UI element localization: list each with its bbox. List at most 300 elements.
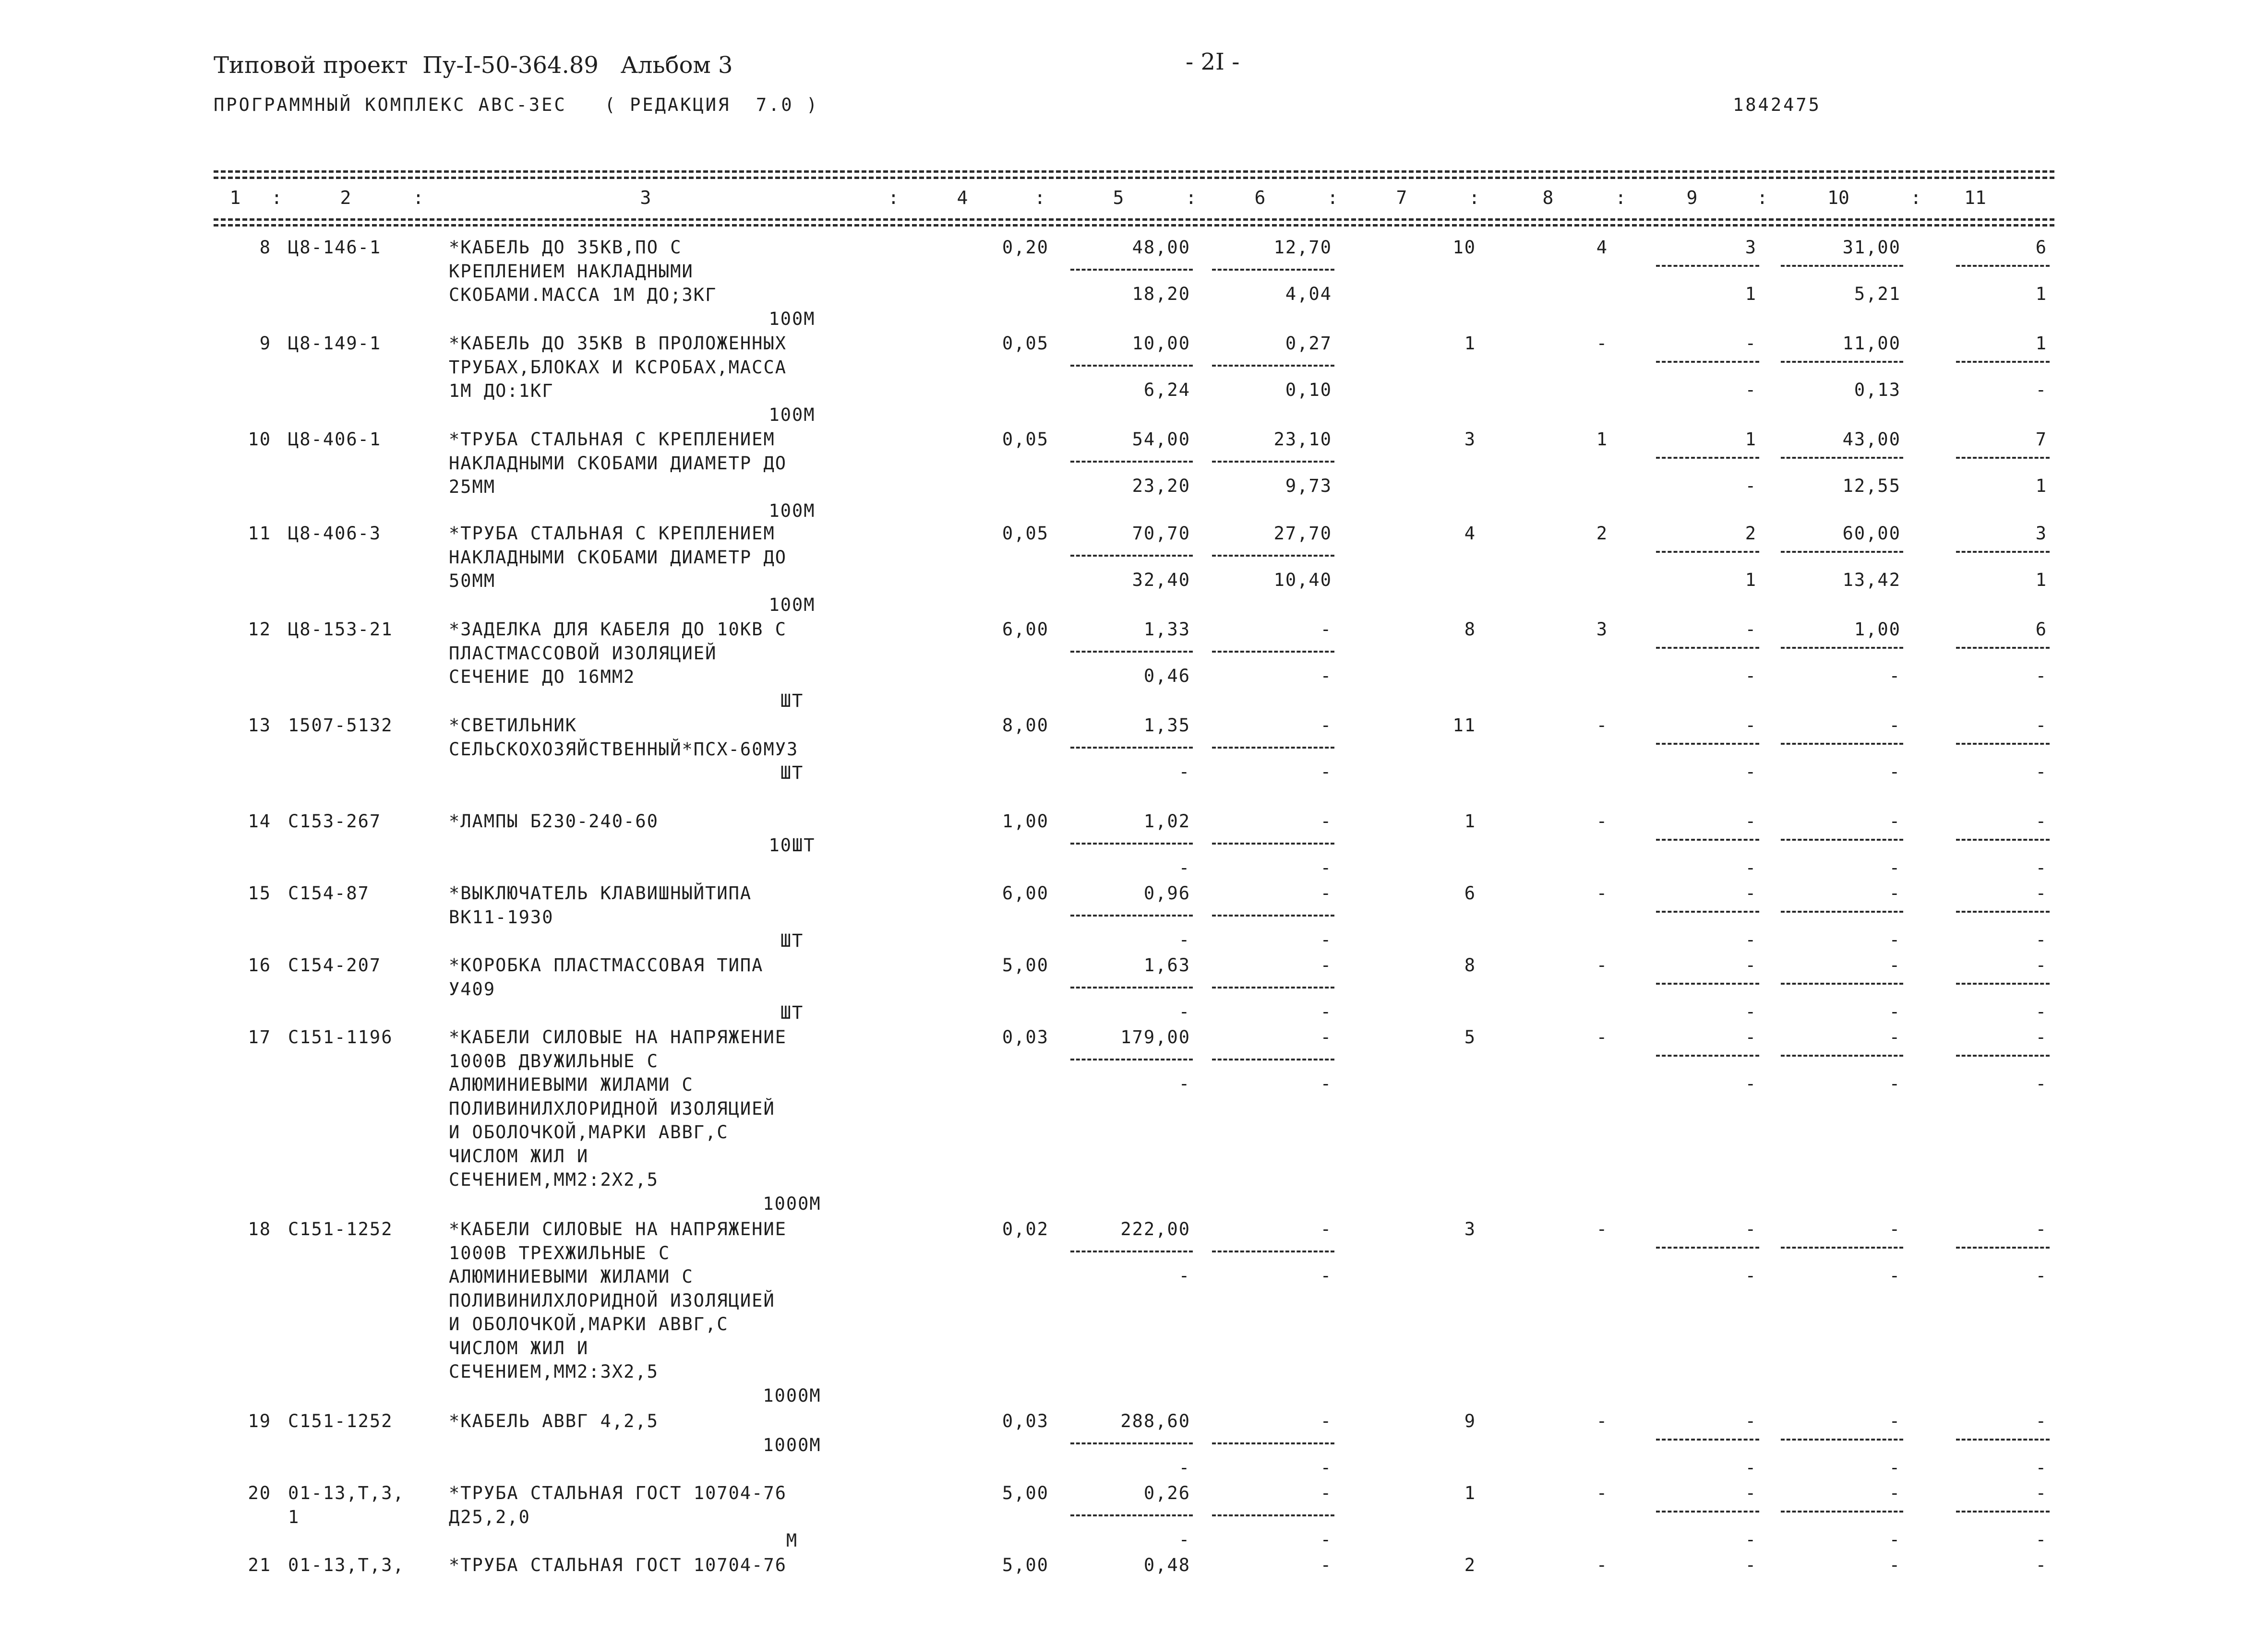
c6-value: - [1320, 715, 1332, 736]
c10-value: - [1889, 811, 1901, 832]
subtotal-divider [1656, 911, 1759, 913]
measure-unit: 100М [768, 594, 816, 615]
work-description: ПЛАСТМАССОВОЙ ИЗОЛЯЦИЕЙ [449, 643, 717, 664]
subtotal-divider [1956, 1511, 2050, 1513]
work-description: НАКЛАДНЫМИ СКОБАМИ ДИАМЕТР ДО [449, 547, 787, 568]
c6-subvalue: - [1320, 929, 1332, 950]
c10-subvalue: - [1889, 929, 1901, 950]
quantity: 0,05 [1002, 333, 1049, 354]
c10-value: 11,00 [1842, 333, 1901, 354]
work-description: *ЗАДЕЛКА ДЛЯ КАБЕЛЯ ДО 10КВ С [449, 619, 787, 640]
c10-value: - [1889, 1483, 1901, 1503]
c6-subvalue: - [1320, 1265, 1332, 1286]
c6-subvalue: - [1320, 1529, 1332, 1550]
c9-subvalue: - [1745, 1265, 1757, 1286]
c9-value: - [1745, 811, 1757, 832]
c9-subvalue: - [1745, 858, 1757, 878]
subtotal-divider [1070, 1251, 1193, 1252]
c11-value: 6 [2035, 237, 2047, 258]
resource-code: С154-87 [288, 883, 370, 904]
work-description: Д25,2,0 [449, 1506, 530, 1527]
subtotal-divider [1656, 1511, 1759, 1513]
c6-subvalue: - [1320, 1457, 1332, 1478]
resource-code: Ц8-153-21 [288, 619, 393, 640]
work-description: 1М ДО:1КГ [449, 381, 554, 401]
subtotal-divider [1070, 269, 1193, 271]
project-title: Типовой проект Пу-I-50-364.89 Альбом 3 [214, 52, 733, 79]
c11-value: - [2035, 1483, 2047, 1503]
c11-subvalue: 1 [2035, 570, 2047, 590]
subtotal-divider [1212, 747, 1334, 749]
c6-value: 0,27 [1285, 333, 1332, 354]
c11-value: - [2035, 1219, 2047, 1239]
c11-subvalue: - [2035, 1265, 2047, 1286]
subtotal-divider [1070, 987, 1193, 989]
col7-value: 4 [1464, 523, 1476, 544]
work-description: *КАБЕЛЬ АВВГ 4,2,5 [449, 1411, 659, 1431]
c10-subvalue: - [1889, 762, 1901, 782]
c10-subvalue: 12,55 [1842, 476, 1901, 496]
subtotal-divider [1070, 1514, 1193, 1516]
col7-value: 8 [1464, 955, 1476, 976]
header-bottom-rule [214, 218, 2054, 221]
work-description: СЕЧЕНИЕМ,ММ2:2Х2,5 [449, 1169, 659, 1190]
c9-value: - [1745, 1483, 1757, 1503]
c5-value: 1,63 [1143, 955, 1190, 976]
c10-subvalue: - [1889, 858, 1901, 878]
subtotal-divider [1956, 911, 2050, 913]
resource-code: Ц8-406-1 [288, 429, 382, 450]
c9-subvalue: - [1745, 666, 1757, 686]
row-number: 9 [259, 333, 271, 354]
subtotal-divider [1212, 269, 1334, 271]
c5-subvalue: - [1178, 1073, 1190, 1094]
resource-code: 1 [288, 1506, 300, 1527]
subtotal-divider [1212, 843, 1334, 845]
c5-value: 0,26 [1143, 1483, 1190, 1503]
subtotal-divider [1781, 983, 1903, 985]
measure-unit: М [786, 1530, 798, 1551]
c10-subvalue: - [1889, 1529, 1901, 1550]
c10-value: - [1889, 883, 1901, 904]
c11-subvalue: - [2035, 1001, 2047, 1022]
col7-value: 11 [1452, 715, 1476, 736]
c11-subvalue: - [2035, 858, 2047, 878]
c6-subvalue: - [1320, 666, 1332, 686]
c5-value: 70,70 [1132, 523, 1190, 544]
c5-value: 179,00 [1120, 1027, 1190, 1048]
c9-value: 1 [1745, 429, 1757, 450]
c11-value: - [2035, 1027, 2047, 1048]
subtotal-divider [1781, 551, 1903, 553]
subtotal-divider [1781, 839, 1903, 841]
subtotal-divider [1070, 651, 1193, 653]
subtotal-divider [1070, 365, 1193, 367]
subtotal-divider [1956, 983, 2050, 985]
c10-subvalue: 5,21 [1854, 284, 1901, 304]
subtotal-divider [1656, 1055, 1759, 1057]
measure-unit: 1000М [763, 1193, 821, 1214]
quantity: 0,03 [1002, 1027, 1049, 1048]
work-description: *ТРУБА СТАЛЬНАЯ С КРЕПЛЕНИЕМ [449, 523, 775, 544]
c6-subvalue: - [1320, 1073, 1332, 1094]
c9-value: - [1745, 715, 1757, 736]
row-number: 10 [248, 429, 271, 450]
work-description: ПОЛИВИНИЛХЛОРИДНОЙ ИЗОЛЯЦИЕЙ [449, 1290, 775, 1311]
col8-value: 3 [1596, 619, 1608, 640]
row-number: 11 [248, 523, 271, 544]
c11-value: - [2035, 1411, 2047, 1431]
c6-value: - [1320, 1219, 1332, 1239]
c5-subvalue: 23,20 [1132, 476, 1190, 496]
row-number: 19 [248, 1411, 271, 1431]
subtotal-divider [1656, 1247, 1759, 1249]
subtotal-divider [1956, 743, 2050, 745]
quantity: 0,20 [1002, 237, 1049, 258]
subtotal-divider [1781, 1439, 1903, 1441]
c5-subvalue: - [1178, 1529, 1190, 1550]
c5-subvalue: 6,24 [1143, 380, 1190, 400]
column-header-9: 9 [1686, 187, 1698, 208]
c6-subvalue: 0,10 [1285, 380, 1332, 400]
work-description: ЧИСЛОМ ЖИЛ И [449, 1145, 589, 1167]
c11-subvalue: 1 [2035, 476, 2047, 496]
row-number: 17 [248, 1027, 271, 1048]
work-description: ЧИСЛОМ ЖИЛ И [449, 1337, 589, 1358]
document-code: 1842475 [1733, 95, 1821, 115]
subtotal-divider [1656, 647, 1759, 649]
c5-value: 1,33 [1143, 619, 1190, 640]
subtotal-divider [1212, 461, 1334, 463]
column-header-3: 3 [640, 187, 651, 208]
c11-subvalue: - [2035, 1073, 2047, 1094]
c6-value: - [1320, 955, 1332, 976]
c9-subvalue: - [1745, 1001, 1757, 1022]
c5-value: 0,48 [1143, 1555, 1190, 1575]
resource-code: 01-13,Т,3, [288, 1483, 405, 1503]
c5-value: 1,35 [1143, 715, 1190, 736]
c5-subvalue: - [1178, 1001, 1190, 1022]
col8-value: - [1596, 1483, 1608, 1503]
subtotal-divider [1070, 747, 1193, 749]
subtotal-divider [1212, 651, 1334, 653]
work-description: 25ММ [449, 477, 496, 497]
c6-value: - [1320, 1483, 1332, 1503]
col8-value: - [1596, 955, 1608, 976]
c6-value: - [1320, 1555, 1332, 1575]
column-header-2: 2 [340, 187, 351, 208]
col8-value: - [1596, 333, 1608, 354]
quantity: 5,00 [1002, 955, 1049, 976]
column-separator: : [1327, 187, 1338, 208]
subtotal-divider [1656, 551, 1759, 553]
c9-value: - [1745, 333, 1757, 354]
c5-value: 0,96 [1143, 883, 1190, 904]
c5-value: 10,00 [1132, 333, 1190, 354]
software-line: ПРОГРАММНЫЙ КОМПЛЕКС АВС-ЗЕС ( РЕДАКЦИЯ 7.0 ) [214, 95, 819, 115]
c6-value: - [1320, 619, 1332, 640]
c11-value: 3 [2035, 523, 2047, 544]
subtotal-divider [1781, 1247, 1903, 1249]
col8-value: - [1596, 1555, 1608, 1575]
measure-unit: 1000М [763, 1434, 821, 1455]
column-header-4: 4 [957, 187, 968, 208]
c11-subvalue: - [2035, 1529, 2047, 1550]
c11-value: 7 [2035, 429, 2047, 450]
table-top-rule-2 [214, 177, 2054, 179]
c6-value: 23,10 [1273, 429, 1332, 450]
subtotal-divider [1212, 555, 1334, 557]
row-number: 16 [248, 955, 271, 976]
col8-value: - [1596, 715, 1608, 736]
column-separator: : [1615, 187, 1626, 208]
c11-subvalue: 1 [2035, 284, 2047, 304]
c9-value: - [1745, 955, 1757, 976]
subtotal-divider [1956, 457, 2050, 459]
col7-value: 5 [1464, 1027, 1476, 1048]
c10-value: - [1889, 1027, 1901, 1048]
col7-value: 1 [1464, 333, 1476, 354]
column-header-6: 6 [1254, 187, 1266, 208]
col7-value: 1 [1464, 1483, 1476, 1503]
subtotal-divider [1656, 361, 1759, 363]
col7-value: 3 [1464, 429, 1476, 450]
resource-code: С151-1252 [288, 1219, 393, 1239]
c9-subvalue: - [1745, 476, 1757, 496]
quantity: 0,02 [1002, 1219, 1049, 1239]
col7-value: 10 [1452, 237, 1476, 258]
measure-unit: 100М [768, 308, 816, 329]
col8-value: 2 [1596, 523, 1608, 544]
c10-subvalue: - [1889, 666, 1901, 686]
quantity: 0,05 [1002, 429, 1049, 450]
c6-subvalue: 4,04 [1285, 284, 1332, 304]
subtotal-divider [1070, 915, 1193, 917]
subtotal-divider [1781, 457, 1903, 459]
c9-subvalue: - [1745, 762, 1757, 782]
c10-subvalue: - [1889, 1001, 1901, 1022]
row-number: 15 [248, 883, 271, 904]
col7-value: 8 [1464, 619, 1476, 640]
work-description: СЕЛЬСКОХОЗЯЙСТВЕННЫЙ*ПСХ-60МУ3 [449, 739, 799, 760]
c11-subvalue: - [2035, 929, 2047, 950]
c9-subvalue: - [1745, 1457, 1757, 1478]
subtotal-divider [1781, 265, 1903, 267]
c10-value: 43,00 [1842, 429, 1901, 450]
subtotal-divider [1212, 987, 1334, 989]
c10-value: - [1889, 715, 1901, 736]
column-header-10: 10 [1827, 187, 1849, 208]
c5-subvalue: 18,20 [1132, 284, 1190, 304]
c9-value: - [1745, 1027, 1757, 1048]
c9-value: - [1745, 1555, 1757, 1575]
column-separator: : [1469, 187, 1480, 208]
c6-value: - [1320, 883, 1332, 904]
subtotal-divider [1956, 839, 2050, 841]
work-description: *ТРУБА СТАЛЬНАЯ С КРЕПЛЕНИЕМ [449, 429, 775, 450]
c9-subvalue: - [1745, 929, 1757, 950]
quantity: 6,00 [1002, 883, 1049, 904]
subtotal-divider [1656, 743, 1759, 745]
quantity: 5,00 [1002, 1555, 1049, 1575]
column-separator: : [1910, 187, 1921, 208]
measure-unit: ШТ [780, 690, 804, 711]
subtotal-divider [1956, 1055, 2050, 1057]
subtotal-divider [1781, 1055, 1903, 1057]
c11-value: 1 [2035, 333, 2047, 354]
c10-subvalue: 13,42 [1842, 570, 1901, 590]
c11-value: - [2035, 955, 2047, 976]
c5-subvalue: 32,40 [1132, 570, 1190, 590]
work-description: И ОБОЛОЧКОЙ,МАРКИ АВВГ,С [449, 1314, 729, 1334]
resource-code: С151-1252 [288, 1411, 393, 1431]
c10-value: 60,00 [1842, 523, 1901, 544]
column-header-11: 11 [1964, 187, 1986, 208]
resource-code: 01-13,Т,3, [288, 1555, 405, 1575]
c9-subvalue: - [1745, 1529, 1757, 1550]
row-number: 20 [248, 1483, 271, 1503]
subtotal-divider [1070, 1059, 1193, 1060]
c5-subvalue: - [1178, 762, 1190, 782]
subtotal-divider [1656, 1439, 1759, 1441]
c10-value: 1,00 [1854, 619, 1901, 640]
row-number: 18 [248, 1219, 271, 1239]
subtotal-divider [1656, 839, 1759, 841]
work-description: ВК11-1930 [449, 906, 554, 928]
c5-subvalue: - [1178, 858, 1190, 878]
work-description: И ОБОЛОЧКОЙ,МАРКИ АВВГ,С [449, 1122, 729, 1143]
resource-code: 1507-5132 [288, 715, 393, 736]
c6-value: - [1320, 1027, 1332, 1048]
work-description: *КАБЕЛЬ ДО 35КВ В ПРОЛОЖЕННЫХ [449, 333, 787, 354]
page-number: - 2I - [1186, 48, 1240, 75]
table-top-rule [214, 170, 2054, 173]
subtotal-divider [1956, 1439, 2050, 1441]
work-description: У409 [449, 978, 496, 1000]
c6-value: - [1320, 1411, 1332, 1431]
c11-subvalue: - [2035, 380, 2047, 400]
work-description: АЛЮМИНИЕВЫМИ ЖИЛАМИ С [449, 1266, 694, 1287]
subtotal-divider [1070, 1442, 1193, 1444]
c5-subvalue: - [1178, 1265, 1190, 1286]
resource-code: С151-1196 [288, 1027, 393, 1048]
work-description: *ТРУБА СТАЛЬНАЯ ГОСТ 10704-76 [449, 1555, 787, 1575]
measure-unit: 100М [768, 404, 816, 425]
subtotal-divider [1212, 1442, 1334, 1444]
c5-value: 48,00 [1132, 237, 1190, 258]
c5-value: 54,00 [1132, 429, 1190, 450]
row-number: 13 [248, 715, 271, 736]
c11-subvalue: - [2035, 666, 2047, 686]
c11-subvalue: - [2035, 1457, 2047, 1478]
c9-subvalue: - [1745, 380, 1757, 400]
work-description: *КОРОБКА ПЛАСТМАССОВАЯ ТИПА [449, 955, 764, 976]
header-bottom-rule-2 [214, 224, 2054, 226]
subtotal-divider [1212, 915, 1334, 917]
c10-value: - [1889, 955, 1901, 976]
work-description: *ЛАМПЫ Б230-240-60 [449, 811, 659, 832]
subtotal-divider [1212, 1059, 1334, 1060]
c9-value: - [1745, 619, 1757, 640]
work-description: СКОБАМИ.МАССА 1М ДО;3КГ [449, 285, 717, 305]
resource-code: Ц8-149-1 [288, 333, 382, 354]
subtotal-divider [1781, 743, 1903, 745]
quantity: 1,00 [1002, 811, 1049, 832]
work-description: КРЕПЛЕНИЕМ НАКЛАДНЫМИ [449, 261, 694, 282]
c11-value: - [2035, 811, 2047, 832]
work-description: 1000В ТРЕХЖИЛЬНЫЕ С [449, 1242, 671, 1263]
c6-subvalue: 10,40 [1273, 570, 1332, 590]
subtotal-divider [1070, 461, 1193, 463]
col8-value: - [1596, 1027, 1608, 1048]
col8-value: 4 [1596, 237, 1608, 258]
subtotal-divider [1956, 265, 2050, 267]
subtotal-divider [1781, 647, 1903, 649]
resource-code: Ц8-146-1 [288, 237, 382, 258]
c9-subvalue: 1 [1745, 570, 1757, 590]
subtotal-divider [1956, 1247, 2050, 1249]
col7-value: 1 [1464, 811, 1476, 832]
row-number: 21 [248, 1555, 271, 1575]
col8-value: - [1596, 1219, 1608, 1239]
c9-value: 2 [1745, 523, 1757, 544]
measure-unit: ШТ [780, 762, 804, 783]
work-description: 50ММ [449, 571, 496, 591]
work-description: *КАБЕЛИ СИЛОВЫЕ НА НАПРЯЖЕНИЕ [449, 1219, 787, 1239]
c11-value: 6 [2035, 619, 2047, 640]
column-separator: : [271, 187, 282, 208]
subtotal-divider [1070, 555, 1193, 557]
work-description: ТРУБАХ,БЛОКАХ И КСРОБАХ,МАССА [449, 357, 787, 378]
subtotal-divider [1212, 365, 1334, 367]
c9-subvalue: - [1745, 1073, 1757, 1094]
col7-value: 9 [1464, 1411, 1476, 1431]
c11-value: - [2035, 883, 2047, 904]
work-description: *ТРУБА СТАЛЬНАЯ ГОСТ 10704-76 [449, 1483, 787, 1503]
quantity: 8,00 [1002, 715, 1049, 736]
c6-subvalue: - [1320, 1001, 1332, 1022]
measure-unit: 1000М [763, 1385, 821, 1406]
quantity: 0,03 [1002, 1411, 1049, 1431]
col8-value: - [1596, 883, 1608, 904]
c6-value: 12,70 [1273, 237, 1332, 258]
work-description: *СВЕТИЛЬНИК [449, 715, 577, 736]
work-description: *КАБЕЛЬ ДО 35КВ,ПО С [449, 237, 682, 258]
row-number: 14 [248, 811, 271, 832]
col8-value: - [1596, 1411, 1608, 1431]
column-separator: : [1034, 187, 1045, 208]
col7-value: 6 [1464, 883, 1476, 904]
subtotal-divider [1212, 1251, 1334, 1252]
column-header-5: 5 [1113, 187, 1124, 208]
c9-subvalue: 1 [1745, 284, 1757, 304]
c5-subvalue: - [1178, 929, 1190, 950]
quantity: 5,00 [1002, 1483, 1049, 1503]
measure-unit: ШТ [780, 1002, 804, 1023]
subtotal-divider [1956, 551, 2050, 553]
resource-code: С154-207 [288, 955, 382, 976]
c6-subvalue: - [1320, 762, 1332, 782]
c5-value: 1,02 [1143, 811, 1190, 832]
column-separator: : [1757, 187, 1768, 208]
c6-value: 27,70 [1273, 523, 1332, 544]
c5-value: 222,00 [1120, 1219, 1190, 1239]
c6-subvalue: - [1320, 858, 1332, 878]
work-description: НАКЛАДНЫМИ СКОБАМИ ДИАМЕТР ДО [449, 453, 787, 474]
work-description: СЕЧЕНИЕМ,ММ2:3Х2,5 [449, 1361, 659, 1382]
subtotal-divider [1956, 361, 2050, 363]
c10-subvalue: - [1889, 1457, 1901, 1478]
